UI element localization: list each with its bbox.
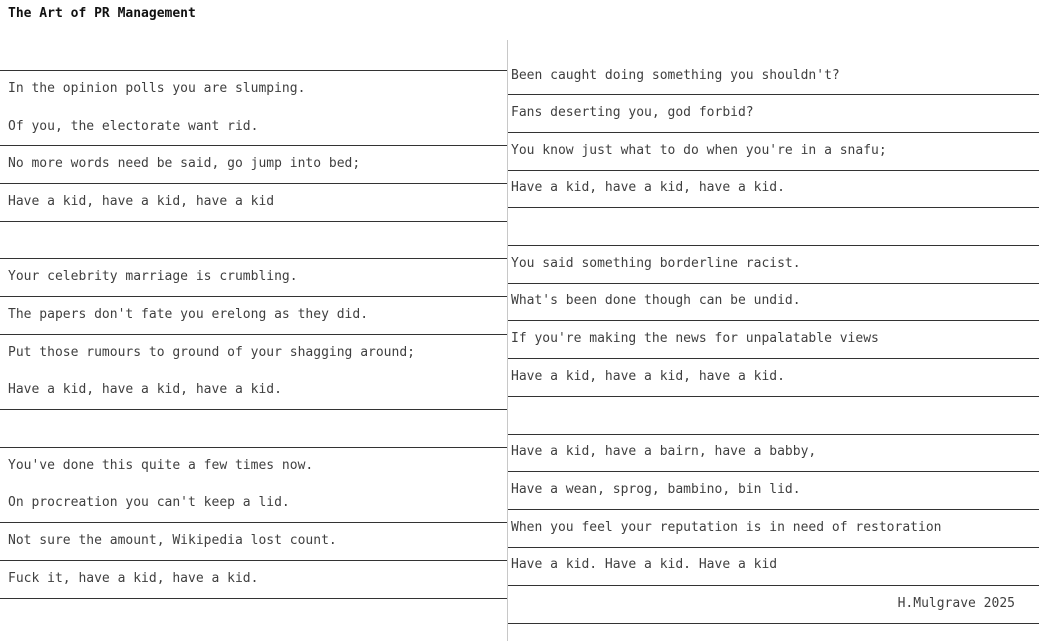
verse-line: Have a kid, have a kid, have a kid bbox=[8, 194, 275, 209]
rule-line bbox=[508, 623, 1039, 624]
column-divider bbox=[507, 40, 508, 641]
rule-line bbox=[0, 221, 507, 222]
poem-title: The Art of PR Management bbox=[8, 6, 196, 21]
rule-line bbox=[0, 145, 507, 146]
rule-line bbox=[0, 70, 507, 71]
verse-line: If you're making the news for unpalatable views bbox=[511, 331, 879, 346]
rule-line bbox=[0, 447, 507, 448]
verse-line: Have a kid, have a kid, have a kid. bbox=[8, 382, 282, 397]
verse-line: In the opinion polls you are slumping. bbox=[8, 81, 306, 96]
verse-line: No more words need be said, go jump into bed; bbox=[8, 156, 361, 171]
verse-line: You've done this quite a few times now. bbox=[8, 458, 314, 473]
rule-line bbox=[0, 258, 507, 259]
rule-line bbox=[508, 170, 1039, 171]
verse-line: On procreation you can't keep a lid. bbox=[8, 495, 290, 510]
rule-line bbox=[508, 207, 1039, 208]
rule-line bbox=[0, 522, 507, 523]
rule-line bbox=[0, 334, 507, 335]
rule-line bbox=[508, 434, 1039, 435]
verse-line: Have a kid, have a kid, have a kid. bbox=[511, 180, 785, 195]
rule-line bbox=[508, 245, 1039, 246]
rule-line bbox=[0, 296, 507, 297]
verse-line: Your celebrity marriage is crumbling. bbox=[8, 269, 298, 284]
verse-line: What's been done though can be undid. bbox=[511, 293, 801, 308]
verse-line: You know just what to do when you're in a snafu; bbox=[511, 143, 887, 158]
verse-line: Fans deserting you, god forbid? bbox=[511, 105, 754, 120]
rule-line bbox=[508, 283, 1039, 284]
rule-line bbox=[0, 409, 507, 410]
signature: H.Mulgrave 2025 bbox=[897, 596, 1015, 611]
verse-line: You said something borderline racist. bbox=[511, 256, 801, 271]
verse-line: Not sure the amount, Wikipedia lost count. bbox=[8, 533, 337, 548]
verse-line: Fuck it, have a kid, have a kid. bbox=[8, 571, 259, 586]
rule-line bbox=[0, 183, 507, 184]
rule-line bbox=[508, 471, 1039, 472]
rule-line bbox=[508, 94, 1039, 95]
verse-line: Been caught doing something you shouldn't? bbox=[511, 68, 840, 83]
rule-line bbox=[508, 320, 1039, 321]
verse-line: Have a kid, have a bairn, have a babby, bbox=[511, 444, 817, 459]
rule-line bbox=[508, 585, 1039, 586]
rule-line bbox=[508, 547, 1039, 548]
verse-line: When you feel your reputation is in need of restoration bbox=[511, 520, 942, 535]
verse-line: Have a wean, sprog, bambino, bin lid. bbox=[511, 482, 801, 497]
rule-line bbox=[0, 560, 507, 561]
rule-line bbox=[508, 509, 1039, 510]
verse-line: Have a kid, have a kid, have a kid. bbox=[511, 369, 785, 384]
rule-line bbox=[508, 358, 1039, 359]
verse-line: Put those rumours to ground of your shagging around; bbox=[8, 345, 415, 360]
rule-line bbox=[0, 598, 507, 599]
rule-line bbox=[508, 396, 1039, 397]
verse-line: Have a kid. Have a kid. Have a kid bbox=[511, 557, 778, 572]
rule-line bbox=[508, 132, 1039, 133]
verse-line: Of you, the electorate want rid. bbox=[8, 119, 259, 134]
verse-line: The papers don't fate you erelong as they did. bbox=[8, 307, 369, 322]
